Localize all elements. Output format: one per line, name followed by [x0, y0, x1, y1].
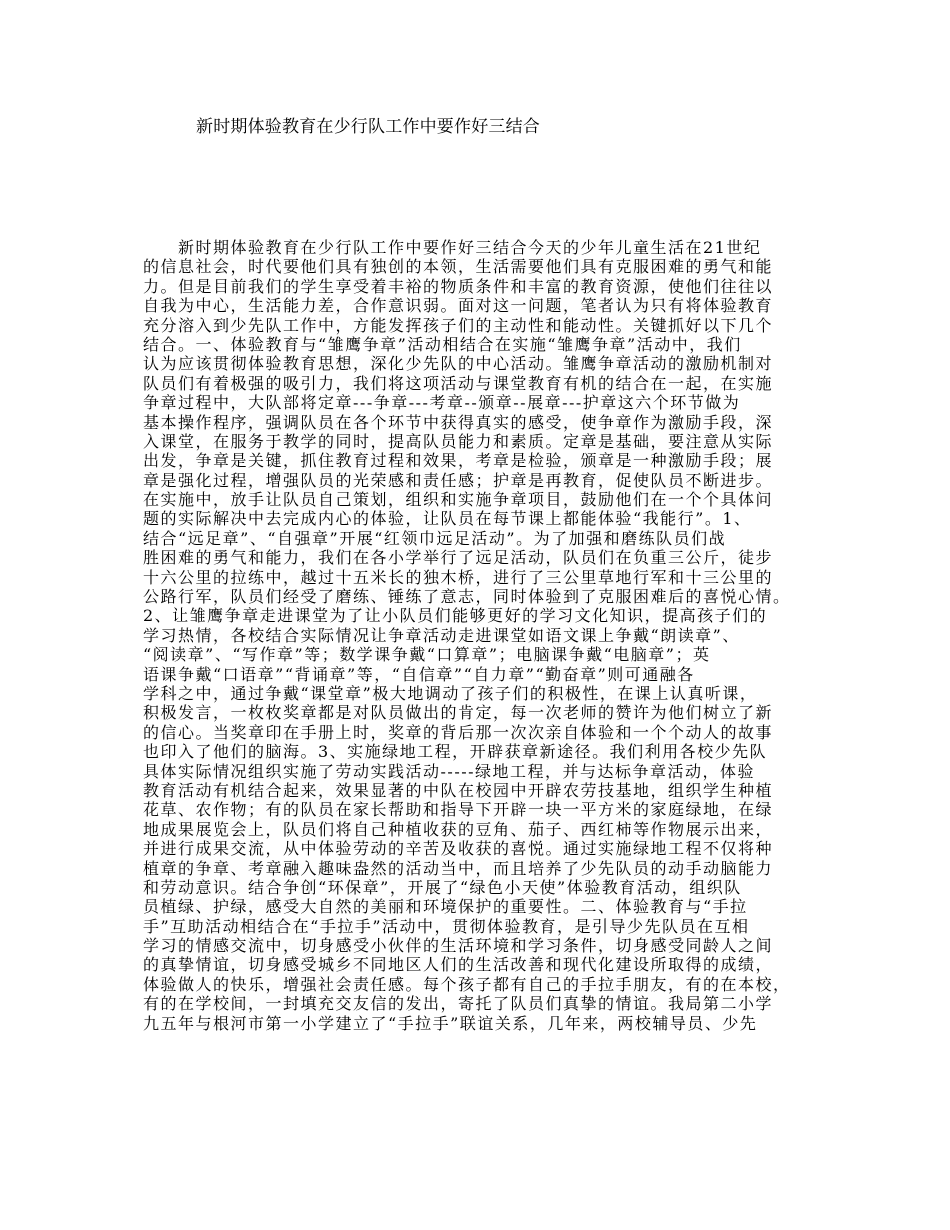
document-body — [143, 238, 823, 1033]
body-line: 充分溶入到少先队工作中，方能发挥孩子们的主动性和能动性。关键抓好以下几个 — [143, 315, 774, 335]
body-line: 认为应该贯彻体验教育思想，深化少先队的中心活动。雏鹰争章活动的激励机制对 — [143, 354, 774, 374]
body-line: 积极发言，一枚枚奖章都是对队员做出的肯定，每一次老师的赞许为他们树立了新 — [143, 703, 774, 723]
body-line: 入课堂，在服务于教学的同时，提高队员能力和素质。定章是基础，要注意从实际 — [143, 431, 774, 451]
body-line: 语课争戴“口语章”“背诵章”等，“自信章”“自力章”“勤奋章”则可通融各 — [143, 664, 695, 684]
body-line: 的信心。当奖章印在手册上时，奖章的背后那一次次亲自体验和一个个动人的故事 — [143, 722, 774, 742]
body-line: 学习热情，各校结合实际情况让争章活动走进课堂如语文课上争戴“朗读章”、 — [143, 625, 740, 645]
body-line: 题的实际解决中去完成内心的体验，让队员在每节课上都能体验“我能行”。1、 — [143, 509, 752, 529]
body-line: 具体实际情况组织实施了劳动实践活动-----绿地工程，并与达标争章活动，体验 — [143, 761, 756, 781]
body-line: 地成果展览会上，队员们将自己种植收获的豆角、茄子、西红柿等作物展示出来， — [143, 819, 774, 839]
body-line: 教育活动有机结合起来，效果显著的中队在校园中开辟农劳技基地，组织学生种植 — [143, 780, 774, 800]
body-line: 结合“远足章”、“自强章”开展“红领巾远足活动”。为了加强和磨练队员们战 — [143, 528, 727, 548]
body-line: 学习的情感交流中，切身感受小伙伴的生活环境和学习条件，切身感受同龄人之间 — [143, 936, 774, 956]
body-line: 学科之中，通过争戴“课堂章”极大地调动了孩子们的积极性，在课上认真听课， — [143, 683, 758, 703]
body-line: 手”互助活动相结合在“手拉手”活动中，贯彻体验教育，是引导少先队员在互相 — [143, 916, 750, 936]
body-line: 结合。一、体验教育与“雏鹰争章”活动相结合在实施“雏鹰争章”活动中，我们 — [143, 334, 742, 354]
body-line: 新时期体验教育在少行队工作中要作好三结合今天的少年儿童生活在21世纪 — [143, 238, 762, 257]
body-line: 队员们有着极强的吸引力，我们将这项活动与课堂教育有机的结合在一起，在实施 — [143, 373, 774, 393]
body-line: 九五年与根河市第一小学建立了“手拉手”联谊关系，几年来，两校辅导员、少先 — [143, 1013, 758, 1033]
body-line: 并进行成果交流，从中体验劳动的辛苦及收获的喜悦。通过实施绿地工程不仅将种 — [143, 839, 774, 859]
body-line: 有的在学校间，一封填充交友信的发出，寄托了队员们真挚的情谊。我局第二小学 — [143, 994, 774, 1014]
body-line: 章是强化过程，增强队员的光荣感和责任感；护章是再教育，促使队员不断进步。 — [143, 470, 774, 490]
body-line: 体验做人的快乐，增强社会责任感。每个孩子都有自己的手拉手朋友，有的在本校， — [143, 974, 791, 994]
body-line: 和劳动意识。结合争创“环保章”，开展了“绿色小天使”体验教育活动，组织队 — [143, 877, 742, 897]
body-line: 2、让雏鹰争章走进课堂为了让小队员们能够更好的学习文化知识，提高孩子们的 — [143, 606, 768, 626]
body-line: 的真挚情谊，切身感受城乡不同地区人们的生活改善和现代化建设所取得的成绩， — [143, 955, 774, 975]
body-line: 基本操作程序，强调队员在各个环节中获得真实的感受，使争章作为激励手段，深 — [143, 412, 774, 432]
body-line: 的信息社会，时代要他们具有独创的本领，生活需要他们具有克服困难的勇气和能 — [143, 257, 774, 277]
body-line: 自我为中心，生活能力差，合作意识弱。面对这一问题，笔者认为只有将体验教育 — [143, 296, 774, 316]
body-line: 也印入了他们的脑海。3、实施绿地工程，开辟获章新途径。我们利用各校少先队 — [143, 742, 768, 762]
body-line: 十六公里的拉练中，越过十五米长的独木桥，进行了三公里草地行军和十三公里的 — [143, 567, 774, 587]
body-line: “阅读章”、“写作章”等；数学课争戴“口算章”；电脑课争戴“电脑章”；英 — [143, 645, 711, 665]
body-line: 胜困难的勇气和能力，我们在各小学举行了远足活动，队员们在负重三公斤，徒步 — [143, 548, 774, 568]
body-line: 力。但是目前我们的学生享受着丰裕的物质条件和丰富的教育资源，使他们往往以 — [143, 276, 774, 296]
body-line: 出发，争章是关键，抓住教育过程和效果，考章是检验，颁章是一种激励手段；展 — [143, 451, 774, 471]
document-title: 新时期体验教育在少行队工作中要作好三结合 — [196, 117, 540, 137]
body-line: 争章过程中，大队部将定章---争章---考章--颁章--展章---护章这六个环节做为 — [143, 393, 741, 413]
body-line: 员植绿、护绿，感受大自然的美丽和环境保护的重要性。二、体验教育与“手拉 — [143, 897, 748, 917]
body-line: 植章的争章、考章融入趣味盎然的活动当中，而且培养了少先队员的动手动脑能力 — [143, 858, 774, 878]
body-line: 在实施中，放手让队员自己策划，组织和实施争章项目，鼓励他们在一个个具体问 — [143, 490, 774, 510]
body-line: 花草、农作物；有的队员在家长帮助和指导下开辟一块一平方米的家庭绿地，在绿 — [143, 800, 774, 820]
body-line: 公路行军，队员们经受了磨练、锤练了意志，同时体验到了克服困难后的喜悦心情。 — [143, 587, 791, 607]
